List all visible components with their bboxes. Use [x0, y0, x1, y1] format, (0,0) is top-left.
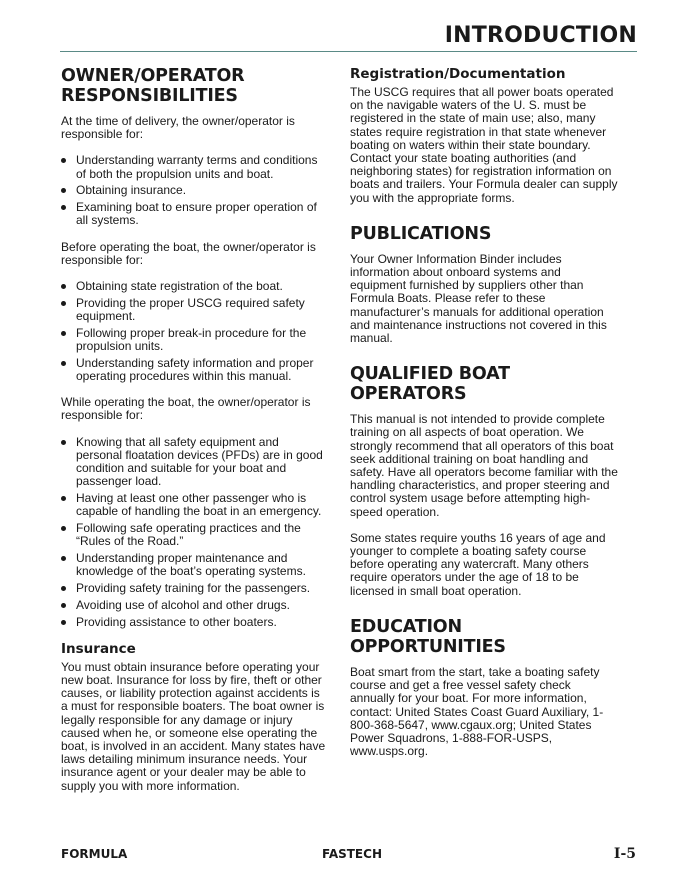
- publications-heading: PUBLICATIONS: [350, 223, 492, 244]
- list-item-text: Providing the proper USCG required safety equipment.: [76, 295, 305, 324]
- insurance-heading: Insurance: [61, 640, 136, 657]
- while-operating-intro: While operating the boat, the owner/operator is responsible for:: [61, 395, 311, 423]
- list-item: [61, 492, 326, 518]
- right-column: [350, 66, 618, 771]
- list-item-text: Providing assistance to other boaters.: [76, 614, 277, 629]
- bullet-icon: [61, 603, 66, 608]
- owner-operator-heading: OWNER/OPERATOR RESPONSIBILITIES: [61, 66, 245, 106]
- footer-brand: FORMULA: [61, 847, 128, 861]
- list-item-text: Understanding safety information and proper operating procedures within this manual.: [76, 355, 314, 384]
- bullet-icon: [61, 188, 66, 193]
- list-item-text: Obtaining state registration of the boat.: [76, 279, 283, 294]
- before-operating-intro: Before operating the boat, the owner/operator is responsible for:: [61, 239, 316, 267]
- before-operating-list: [61, 280, 326, 383]
- list-item-text: Examining boat to ensure proper operation of all systems.: [76, 200, 317, 228]
- list-item: [61, 357, 326, 383]
- bullet-icon: [61, 331, 66, 336]
- list-item: [61, 522, 326, 548]
- list-item: [61, 327, 326, 353]
- list-item-text: Having at least one other passenger who is capable of handling the boat in an emergency.: [76, 491, 322, 519]
- list-item: [61, 599, 326, 612]
- qualified-operators-body-1: This manual is not intended to provide complete training on all aspects of boat operation. We strongly recommend that all operators of this boat seek additional training on boat handling and safety. Have all operators become familiar with the handling characteristics, and proper steering and control system usage before attempting high-speed operation.: [350, 412, 618, 519]
- education-heading: EDUCATION OPPORTUNITIES: [350, 616, 506, 657]
- list-item-text: Following proper break-in procedure for the propulsion units.: [76, 325, 307, 354]
- left-column: [61, 66, 326, 806]
- list-item: [61, 616, 326, 629]
- qualified-operators-body-2: Some states require youths 16 years of age and younger to complete a boating safety course before operating any watercraft. Many others require operators under the age of 18 to be licensed in small boat operation.: [350, 530, 606, 598]
- list-item-text: Obtaining insurance.: [76, 183, 187, 198]
- while-operating-list: [61, 436, 326, 629]
- list-item-text: Avoiding use of alcohol and other drugs.: [76, 597, 290, 612]
- bullet-icon: [61, 586, 66, 591]
- list-item: [61, 552, 326, 578]
- list-item-text: Understanding proper maintenance and knowledge of the boat’s operating systems.: [76, 551, 306, 579]
- bullet-icon: [61, 205, 66, 210]
- page-title: INTRODUCTION: [444, 23, 637, 48]
- bullet-icon: [61, 496, 66, 501]
- footer-model: FASTECH: [322, 847, 382, 861]
- header-divider: [60, 51, 637, 52]
- qualified-operators-heading: QUALIFIED BOAT OPERATORS: [350, 364, 510, 405]
- list-item: [61, 201, 326, 227]
- delivery-intro: At the time of delivery, the owner/operator is responsible for:: [61, 114, 295, 142]
- bullet-icon: [61, 556, 66, 561]
- list-item: [61, 280, 326, 293]
- list-item-text: Knowing that all safety equipment and personal floatation devices (PFDs) are in good condition and suitable for your boat and passenger load.: [76, 434, 323, 489]
- list-item-text: Following safe operating practices and the “Rules of the Road.”: [76, 521, 301, 549]
- list-item-text: Providing safety training for the passengers.: [76, 581, 311, 596]
- page-number: I-5: [613, 846, 636, 862]
- bullet-icon: [61, 361, 66, 366]
- list-item: [61, 184, 326, 197]
- registration-body: The USCG requires that all power boats operated on the navigable waters of the U. S. must be registered in the state of main use; also, many states require registration in that state whenever boating on waters within their state boundary. Contact your state boating authorities (and neighboring states) for registration information on boats and trailers. Your Formula dealer can supply you with the appropriate forms.: [350, 85, 618, 205]
- list-item-text: Understanding warranty terms and conditions of both the propulsion units and boat.: [76, 153, 318, 181]
- list-item: [61, 154, 326, 180]
- list-item: [61, 436, 326, 489]
- bullet-icon: [61, 526, 66, 531]
- bullet-icon: [61, 620, 66, 625]
- publications-body: Your Owner Information Binder includes information about onboard systems and equipment furnished by suppliers other than Formula Boats. Please refer to these manufacturer’s manuals for additional operation and maintenance instructions not covered in this manual.: [350, 251, 607, 346]
- bullet-icon: [61, 440, 66, 445]
- list-item: [61, 582, 326, 595]
- registration-heading: Registration/Documentation: [350, 66, 566, 82]
- insurance-body: You must obtain insurance before operating your new boat. Insurance for loss by fire, theft or other causes, or liability protection against accidents is a must for responsible boaters. The boat owner is legally responsible for any damage or injury caused when he, or someone else operating the boat, is involved in an accident. Many states have laws detailing minimum insurance needs. Your insurance agent or your dealer may be able to supply you with more information.: [61, 659, 326, 793]
- education-body: Boat smart from the start, take a boating safety course and get a free vessel safety check annually for your boat. For more information, contact: United States Coast Guard Auxiliary, 1-800-368-5647, www.cgaux.org; United States Power Squadrons, 1-888-FOR-USPS, www.usps.org.: [350, 664, 604, 759]
- bullet-icon: [61, 284, 66, 289]
- bullet-icon: [61, 158, 66, 163]
- delivery-list: [61, 154, 326, 227]
- bullet-icon: [61, 301, 66, 306]
- list-item: [61, 297, 326, 323]
